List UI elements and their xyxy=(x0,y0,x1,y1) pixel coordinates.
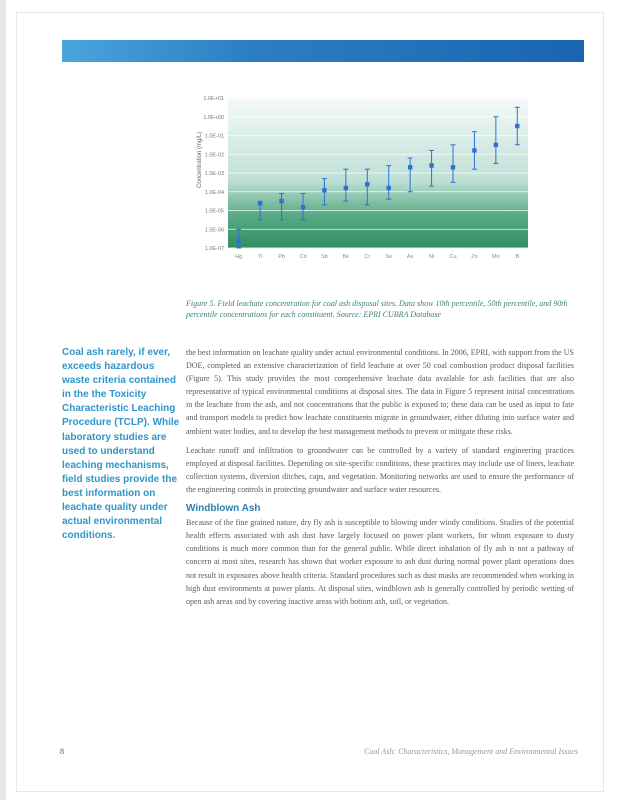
median-point xyxy=(258,201,262,205)
section-heading: Windblown Ash xyxy=(186,503,261,515)
x-tick-label: Cu xyxy=(449,254,457,260)
y-tick-label: 1.0E-02 xyxy=(204,152,224,159)
paragraph-1: the best information on leachate quality under actual environmental conditions. In 2006, EPRI, with support from the US DOE, completed an extensive characterization of field leachate at over 50 coal combustion product disposal facilities (Figure 5). This study provides the most comprehensive leachate data available for ash facilities that are also representative of typical environmental conditions at disposal sites. The data in Figure 5 represent initial concentrations in the leachate from the ash, and not concentrations that the public is exposed to; these data can be used as input to fate and transport models to predict how leachate constituents migrate in groundwater, either diluting into surface water and ambient water bodies, and to develop the best management methods to prevent or mitigate these risks. xyxy=(186,348,574,436)
median-point xyxy=(301,205,305,209)
y-tick-label: 1.0E-01 xyxy=(204,133,224,140)
y-tick-label: 1.0E+00 xyxy=(203,114,224,121)
median-point xyxy=(515,124,519,128)
median-point xyxy=(429,163,433,167)
x-tick-label: Pb xyxy=(278,254,285,260)
pull-quote: Coal ash rarely, if ever, exceeds hazardous waste criteria contained in the the Toxicity Characteristic Leaching Procedure (TCLP). While laboratory studies are used to understand leaching mechanisms, field studies provide the best information on leachate quality under actual environmental conditions. xyxy=(62,347,180,542)
x-tick-label: Ni xyxy=(428,254,435,260)
x-tick-label: As xyxy=(406,254,414,260)
x-tick-label: Hg xyxy=(235,254,243,260)
figure-caption: Figure 5. Field leachate concentration for coal ash disposal sites. Data show 10th percentile, 50th percentile, and 90th percentile concentrations for each constituent. Source: EPRI CUBRA Database xyxy=(186,299,568,319)
y-tick-label: 1.0E-07 xyxy=(204,246,224,252)
median-point xyxy=(387,186,391,190)
median-point xyxy=(237,238,241,242)
paragraph-3: Because of the fine grained nature, dry fly ash is susceptible to blowing under windy conditions. Studies of the potential health effects associated with ash dust have largely focused on power plant workers, for whom exposure to dusty conditions is much more common than for the general public. While direct inhalation of fly ash is not a pathway of concern at most sites, research has shown that worker exposure to ash dust during normal power plant operations does not result in exposures above health criteria. Standard procedures such as dust masks are recommended when working in high dust environments at power plants. At disposal sites, windblown ash is generally controlled by periodic wetting of open ash areas and by covering inactive areas with bottom ash, soil, or vegetation. xyxy=(186,518,574,606)
x-tick-label: Be xyxy=(342,254,350,260)
x-tick-label: B xyxy=(515,254,520,260)
y-tick-label: 1.0E+01 xyxy=(203,96,224,102)
y-tick-label: 1.0E-05 xyxy=(204,208,224,215)
x-tick-label: Cr xyxy=(364,254,371,260)
y-tick-label: 1.0E-06 xyxy=(204,227,224,234)
body-text xyxy=(186,346,574,614)
footer-title: Coal Ash: Characteristics, Management and Environmental Issues xyxy=(364,747,578,756)
paragraph-2: Leachate runoff and infiltration to groundwater can be controlled by a variety of standard engineering practices employed at disposal facilities. Depending on site-specific conditions, these practices may include use of liners, leachate collection systems, diversion ditches, caps, and vegetation. Monitoring networks are used to ensure the performance of the engineering controls in protecting groundwater and surface water resources. xyxy=(186,445,574,494)
header-banner xyxy=(62,40,584,62)
x-tick-label: Mo xyxy=(492,254,500,260)
scan-edge xyxy=(0,0,6,800)
median-point xyxy=(279,199,283,203)
chart-svg xyxy=(186,88,532,270)
x-tick-label: Se xyxy=(385,254,393,260)
y-tick-label: 1.0E-04 xyxy=(204,189,224,196)
median-point xyxy=(494,143,498,147)
x-tick-label: Zn xyxy=(471,254,478,260)
median-point xyxy=(472,148,476,152)
figure-chart xyxy=(186,88,532,270)
x-tick-label: Tl xyxy=(257,254,263,260)
median-point xyxy=(344,186,348,190)
median-point xyxy=(451,165,455,169)
page-number: 8 xyxy=(60,747,64,756)
x-tick-label: Cd xyxy=(299,254,307,260)
median-point xyxy=(408,165,412,169)
x-tick-label: Sb xyxy=(321,254,328,260)
y-tick-label: 1.0E-03 xyxy=(204,171,224,177)
y-axis-label: Concentration (mg/L) xyxy=(197,131,203,188)
median-point xyxy=(322,188,326,192)
median-point xyxy=(365,182,369,186)
page-footer xyxy=(60,747,578,761)
